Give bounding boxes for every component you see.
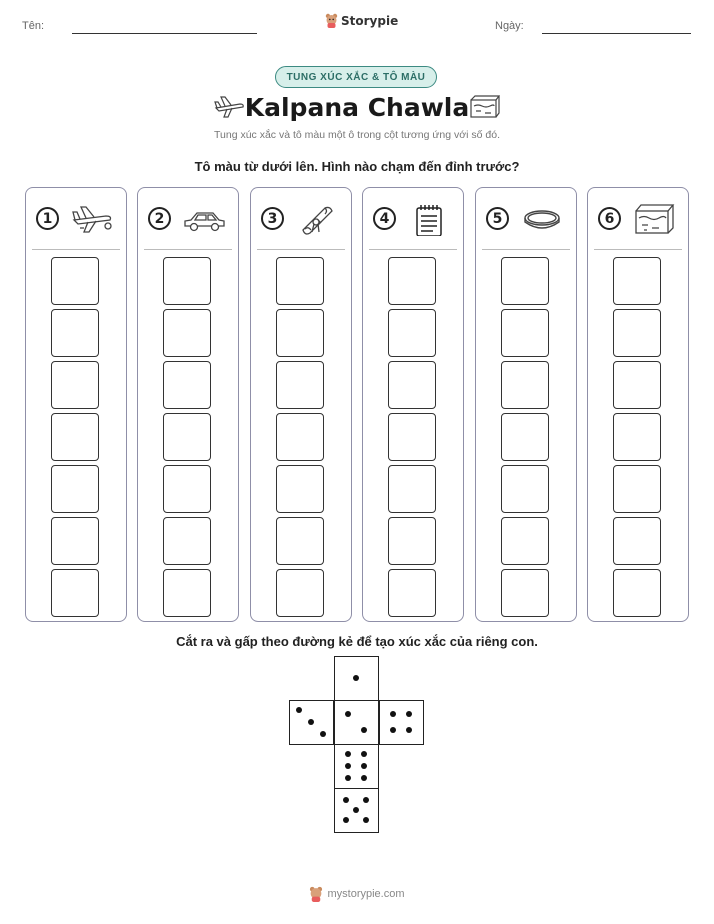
color-box[interactable] bbox=[388, 569, 436, 617]
color-box[interactable] bbox=[501, 309, 549, 357]
coloring-instruction: Tô màu từ dưới lên. Hình nào chạm đến đỉnh trước? bbox=[194, 159, 520, 174]
column-header bbox=[588, 188, 688, 248]
dice-column-5 bbox=[475, 187, 577, 622]
color-box[interactable] bbox=[388, 309, 436, 357]
column-number: 4 bbox=[373, 207, 396, 230]
water-tank-icon bbox=[468, 94, 500, 120]
date-label: Ngày: bbox=[495, 20, 524, 32]
color-box[interactable] bbox=[51, 361, 99, 409]
color-box[interactable] bbox=[276, 517, 324, 565]
activity-badge: TUNG XÚC XẮC & TÔ MÀU bbox=[275, 66, 437, 88]
die-pip bbox=[296, 707, 302, 713]
column-divider bbox=[369, 249, 457, 250]
color-box[interactable] bbox=[51, 569, 99, 617]
color-box[interactable] bbox=[163, 569, 211, 617]
notepad-icon bbox=[407, 202, 451, 236]
name-label: Tên: bbox=[22, 20, 45, 32]
color-box[interactable] bbox=[276, 309, 324, 357]
column-number: 3 bbox=[261, 207, 284, 230]
die-pip bbox=[345, 751, 351, 757]
page-subtitle: Tung xúc xắc và tô màu một ô trong cột tương ứng với số đó. bbox=[214, 129, 500, 141]
color-box[interactable] bbox=[613, 465, 661, 513]
color-box[interactable] bbox=[613, 361, 661, 409]
die-pip bbox=[345, 763, 351, 769]
footer-url[interactable]: mystorypie.com bbox=[327, 888, 405, 900]
column-divider bbox=[32, 249, 120, 250]
column-header bbox=[26, 188, 126, 248]
die-pip bbox=[406, 727, 412, 733]
die-pip bbox=[390, 711, 396, 717]
dice-column-2 bbox=[137, 187, 239, 622]
bear-mascot-icon bbox=[325, 13, 338, 28]
color-box[interactable] bbox=[163, 517, 211, 565]
dice-column-6 bbox=[587, 187, 689, 622]
die-pip bbox=[406, 711, 412, 717]
color-box[interactable] bbox=[276, 361, 324, 409]
color-box[interactable] bbox=[388, 465, 436, 513]
color-box[interactable] bbox=[388, 413, 436, 461]
die-pip bbox=[343, 817, 349, 823]
dice-column-1 bbox=[25, 187, 127, 622]
column-divider bbox=[257, 249, 345, 250]
footer bbox=[0, 886, 714, 902]
color-box[interactable] bbox=[51, 517, 99, 565]
die-pip bbox=[361, 751, 367, 757]
die-pip bbox=[343, 797, 349, 803]
color-box[interactable] bbox=[613, 413, 661, 461]
color-box[interactable] bbox=[163, 309, 211, 357]
bear-mascot-icon bbox=[309, 886, 323, 902]
brand-name: Storypie bbox=[341, 13, 399, 28]
column-divider bbox=[144, 249, 232, 250]
column-divider bbox=[594, 249, 682, 250]
column-number: 6 bbox=[598, 207, 621, 230]
color-box[interactable] bbox=[163, 361, 211, 409]
cutout-instruction: Cắt ra và gấp theo đường kẻ để tạo xúc xắc của riêng con. bbox=[176, 634, 538, 649]
die-pip bbox=[361, 775, 367, 781]
diploma-scroll-icon bbox=[295, 202, 339, 236]
color-box[interactable] bbox=[501, 413, 549, 461]
ring-icon bbox=[520, 202, 564, 236]
column-header bbox=[251, 188, 351, 248]
die-pip bbox=[353, 807, 359, 813]
column-number: 5 bbox=[486, 207, 509, 230]
die-pip bbox=[308, 719, 314, 725]
die-face-6 bbox=[334, 744, 379, 789]
color-box[interactable] bbox=[613, 569, 661, 617]
color-box[interactable] bbox=[613, 309, 661, 357]
car-icon bbox=[182, 202, 226, 236]
color-box[interactable] bbox=[51, 309, 99, 357]
die-face-4 bbox=[379, 700, 424, 745]
die-pip bbox=[345, 711, 351, 717]
color-box[interactable] bbox=[51, 413, 99, 461]
color-box[interactable] bbox=[51, 257, 99, 305]
color-box[interactable] bbox=[163, 465, 211, 513]
color-box[interactable] bbox=[276, 257, 324, 305]
color-box[interactable] bbox=[501, 361, 549, 409]
color-box[interactable] bbox=[501, 465, 549, 513]
column-number: 2 bbox=[148, 207, 171, 230]
color-box[interactable] bbox=[501, 257, 549, 305]
die-face-3 bbox=[289, 700, 334, 745]
column-header bbox=[138, 188, 238, 248]
dice-column-3 bbox=[250, 187, 352, 622]
airplane-icon bbox=[70, 202, 114, 236]
die-face-1 bbox=[334, 656, 379, 701]
column-header bbox=[476, 188, 576, 248]
color-box[interactable] bbox=[388, 517, 436, 565]
die-face-2 bbox=[334, 700, 379, 745]
name-field-line[interactable] bbox=[72, 33, 257, 34]
column-header bbox=[363, 188, 463, 248]
die-pip bbox=[345, 775, 351, 781]
color-box[interactable] bbox=[501, 517, 549, 565]
color-box[interactable] bbox=[276, 465, 324, 513]
color-box[interactable] bbox=[51, 465, 99, 513]
die-pip bbox=[363, 817, 369, 823]
color-box[interactable] bbox=[613, 257, 661, 305]
dice-column-4 bbox=[362, 187, 464, 622]
color-box[interactable] bbox=[276, 413, 324, 461]
color-box[interactable] bbox=[276, 569, 324, 617]
color-box[interactable] bbox=[501, 569, 549, 617]
color-box[interactable] bbox=[388, 257, 436, 305]
storypie-logo bbox=[325, 13, 398, 28]
column-divider bbox=[482, 249, 570, 250]
date-field-line[interactable] bbox=[542, 33, 691, 34]
column-number: 1 bbox=[36, 207, 59, 230]
color-box[interactable] bbox=[388, 361, 436, 409]
page-title: Kalpana Chawla bbox=[244, 93, 470, 122]
die-pip bbox=[320, 731, 326, 737]
color-box[interactable] bbox=[163, 257, 211, 305]
color-box[interactable] bbox=[613, 517, 661, 565]
die-pip bbox=[361, 727, 367, 733]
die-pip bbox=[390, 727, 396, 733]
color-box[interactable] bbox=[163, 413, 211, 461]
water-tank-icon bbox=[632, 202, 676, 236]
die-pip bbox=[353, 675, 359, 681]
die-face-5 bbox=[334, 788, 379, 833]
die-pip bbox=[361, 763, 367, 769]
die-pip bbox=[363, 797, 369, 803]
